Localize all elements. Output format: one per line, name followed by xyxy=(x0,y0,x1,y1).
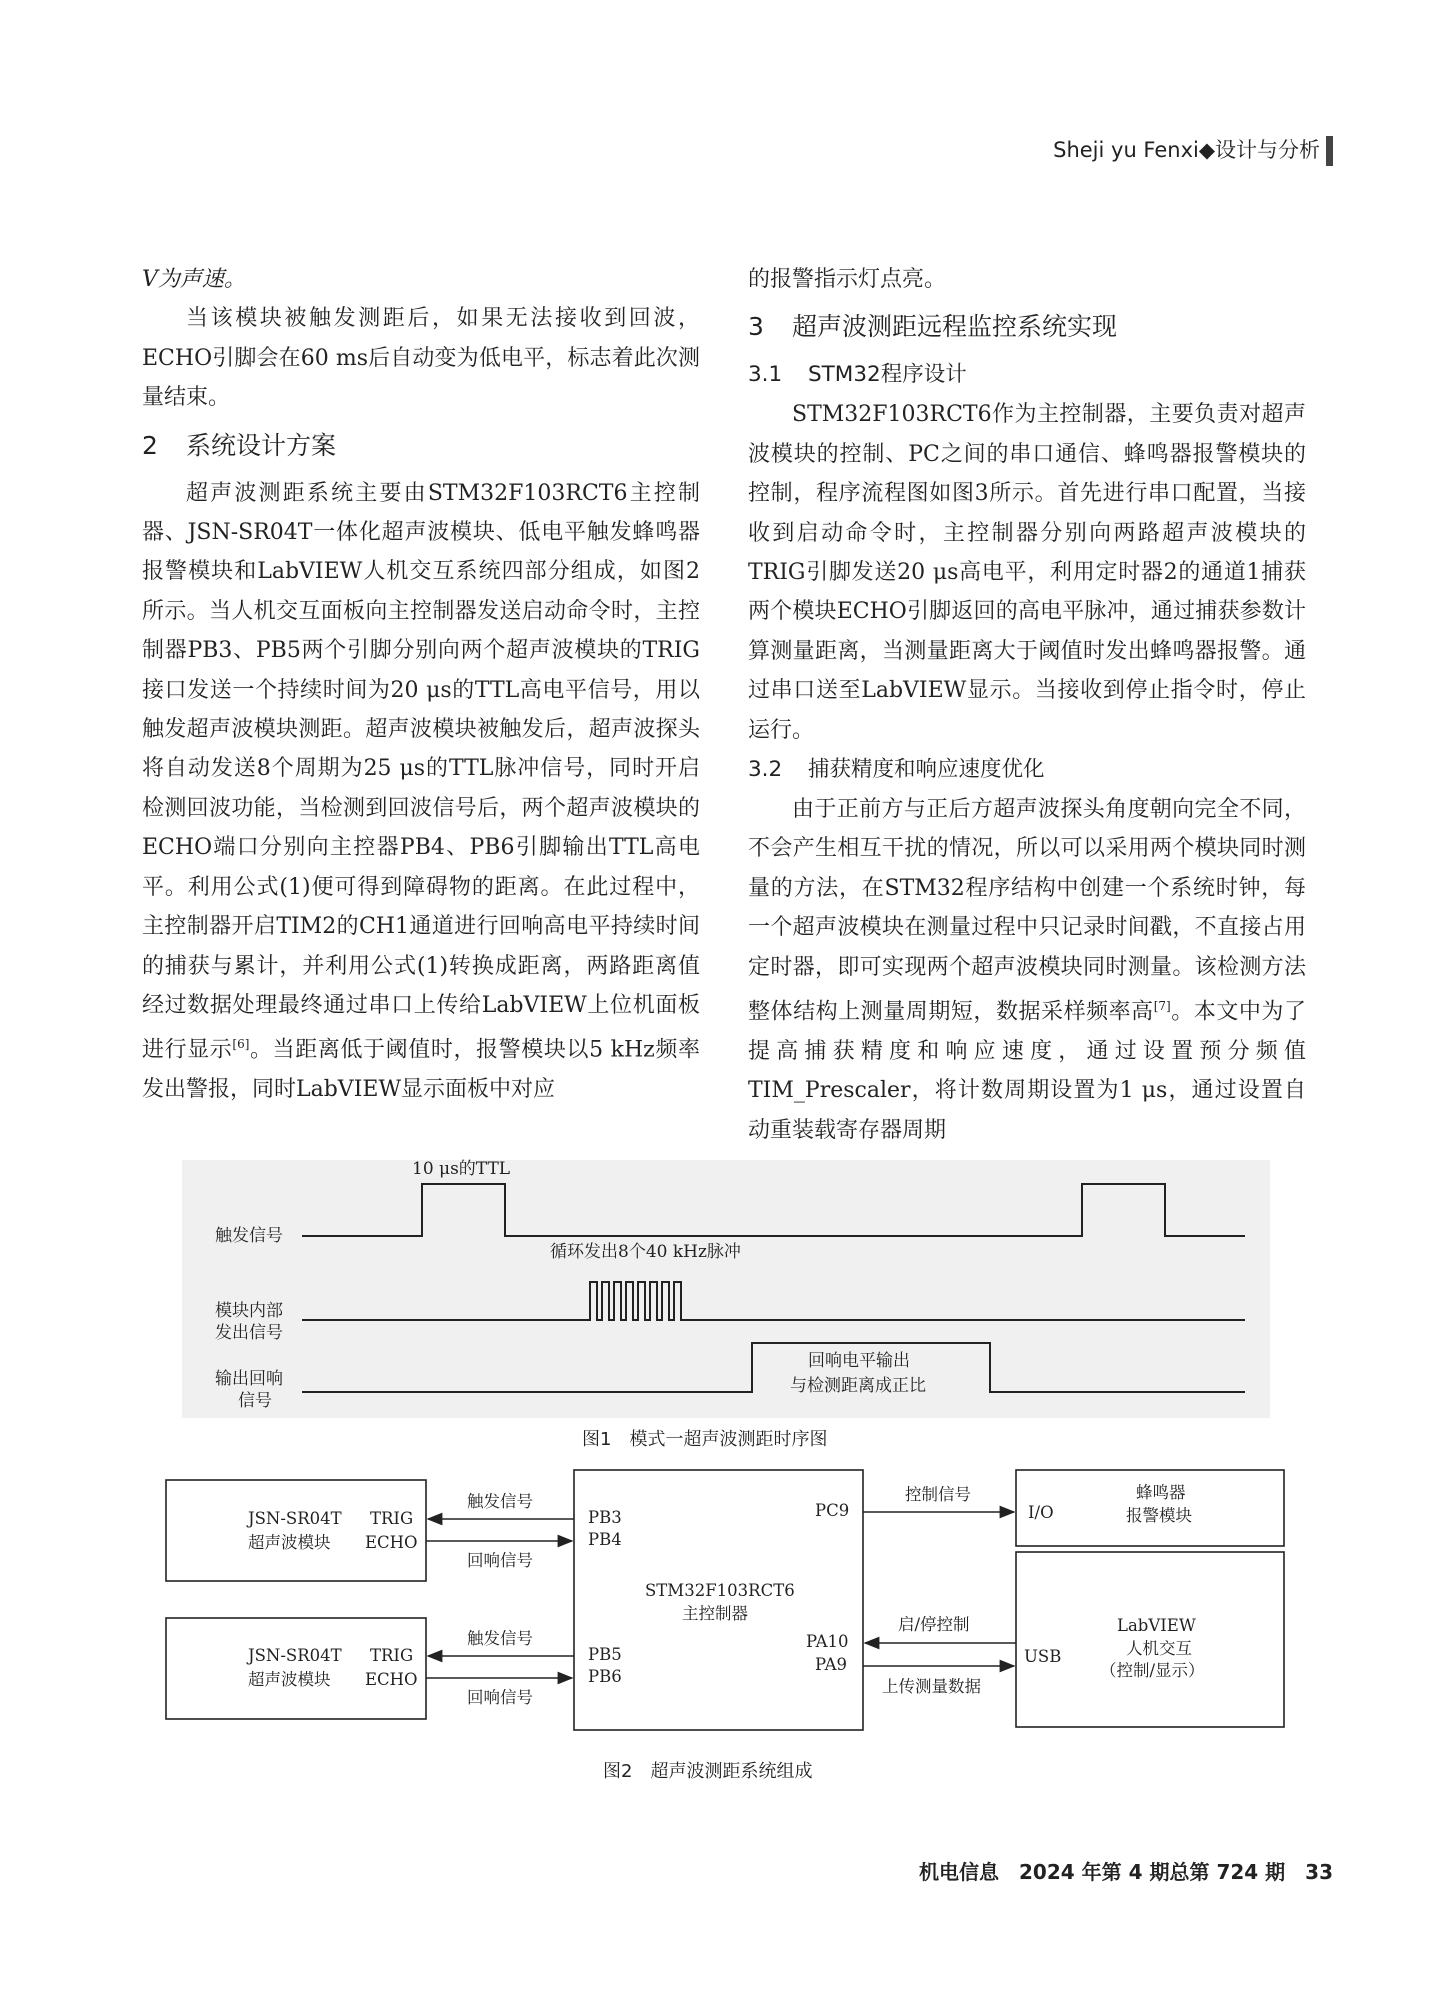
paragraph-text: 。本文中为了提高捕获精度和响应速度，通过设置预分频值TIM_Prescaler，将计数周期设置为1 μs，通过设置自动重装载寄存器周期 xyxy=(748,999,1306,1143)
paragraph-text: 超声波测距系统主要由STM32F103RCT6主控制器、JSN-SR04T一体化超声波模块、低电平触发蜂鸣器报警模块和LabVIEW人机交互系统四部分组成，如图2所示。当人机交互面板向主控制器发送启动命令时，主控制器PB3、PB5两个引脚分别向两个超声波模块的TRIG接口发送一个持续时间为20 μs的TTL高电平信号，用以触发超声波模块测距。超声波模块被触发后，超声波探头将自动发送8个周期为25 μs的TTL脉冲信号，同时开启检测回波功能，当检测到回波信号后，两个超声波模块的ECHO端口分别向主控器PB4、PB6引脚输出TTL高电平。利用公式(1)便可得到障碍物的距离。在此过程中，主控制器开启TIM2的CH1通道进行回响高电平持续时间的捕获与累计，并利用公式(1)转换成距离，两路距离值经过数据处理最终通过串口上传给LabVIEW上位机面板进行显示 xyxy=(142,480,700,1063)
figure2-caption: 图2 超声波测距系统组成 xyxy=(603,1761,813,1782)
echo-annotation: 回响电平输出 xyxy=(808,1351,910,1371)
sensor-module-sub: 超声波模块 xyxy=(248,1670,331,1689)
citation: [6] xyxy=(232,1037,250,1052)
paragraph: STM32F103RCT6作为主控制器，主要负责对超声波模块的控制、PC之间的串口通信、蜂鸣器报警模块的控制，程序流程图如图3所示。首先进行串口配置，当接收到启动命令时，主控制器分别向两路超声波模块的TRIG引脚发送20 μs高电平，利用定时器2的通道1捕获两个模块ECHO引脚返回的高电平脉冲，通过捕获参数计算测量距离，当测量距离大于阈值时发出蜂鸣器报警。通过串口送至LabVIEW显示。当接收到停止指令时，停止运行。 xyxy=(748,402,1306,743)
trigger-signal-label: 触发信号 xyxy=(467,1492,533,1511)
upload-label: 上传测量数据 xyxy=(882,1677,981,1696)
paragraph-text: 。当距离低于阈值时，报警模块以5 kHz频率发出警报，同时LabVIEW显示面板中对应 xyxy=(142,1037,700,1103)
pin-pb6: PB6 xyxy=(588,1667,622,1686)
burst-annotation: 循环发出8个40 kHz脉冲 xyxy=(550,1242,741,1262)
pin-pb3: PB3 xyxy=(588,1508,622,1527)
control-signal-label: 控制信号 xyxy=(905,1485,971,1504)
section-title: 系统设计方案 xyxy=(186,430,337,460)
buzzer-label: 报警模块 xyxy=(1126,1506,1192,1525)
figure1-caption: 图1 模式一超声波测距时序图 xyxy=(582,1429,828,1450)
sensor-module-name: JSN-SR04T xyxy=(248,1509,342,1528)
ttl-annotation: 10 μs的TTL xyxy=(412,1159,511,1179)
section-title: 超声波测距远程监控系统实现 xyxy=(792,312,1118,342)
pin-pa10: PA10 xyxy=(806,1632,849,1651)
echo-signal-label: 输出回响 xyxy=(215,1369,283,1389)
pin-pb4: PB4 xyxy=(588,1530,622,1549)
trigger-signal-label: 触发信号 xyxy=(215,1226,283,1246)
mcu-sub: 主控制器 xyxy=(682,1604,748,1623)
io-port-label: I/O xyxy=(1028,1503,1054,1522)
trigger-signal-label: 触发信号 xyxy=(467,1629,533,1648)
echo-signal-label: 回响信号 xyxy=(467,1688,533,1707)
sensor-module-sub: 超声波模块 xyxy=(248,1533,331,1552)
buzzer-label: 蜂鸣器 xyxy=(1136,1483,1186,1502)
echo-annotation: 与检测距离成正比 xyxy=(790,1376,926,1396)
paragraph-text: V为声速。 xyxy=(142,267,246,292)
citation: [7] xyxy=(1153,999,1171,1014)
echo-pin-label: ECHO xyxy=(365,1533,418,1552)
labview-label: 人机交互 xyxy=(1126,1639,1192,1658)
sensor-module-name: JSN-SR04T xyxy=(248,1646,342,1665)
paragraph-text: 由于正前方与正后方超声波探头角度朝向完全不同，不会产生相互干扰的情况，所以可以采用两个模块同时测量的方法，在STM32程序结构中创建一个系统时钟，每一个超声波模块在测量过程中只记录时间戳，不直接占用定时器，即可实现两个超声波模块同时测量。该检测方法整体结构上测量周期短，数据采样频率高 xyxy=(748,797,1306,1025)
internal-signal-label: 模块内部 xyxy=(215,1301,283,1321)
mcu-name: STM32F103RCT6 xyxy=(645,1581,795,1600)
sensor-module-1-box xyxy=(166,1480,426,1581)
subsection-title: STM32程序设计 xyxy=(808,362,967,388)
echo-pin-label: ECHO xyxy=(365,1670,418,1689)
start-stop-label: 启/停控制 xyxy=(898,1615,970,1634)
subsection-number: 3.2 xyxy=(748,757,783,783)
echo-signal-label: 信号 xyxy=(238,1391,272,1411)
pin-pb5: PB5 xyxy=(588,1645,622,1664)
labview-label: （控制/显示） xyxy=(1100,1661,1205,1680)
pin-pc9: PC9 xyxy=(815,1501,850,1520)
pin-pa9: PA9 xyxy=(815,1655,848,1674)
trig-pin-label: TRIG xyxy=(370,1509,414,1528)
subsection-title: 捕获精度和响应速度优化 xyxy=(808,757,1045,783)
echo-signal-label: 回响信号 xyxy=(467,1551,533,1570)
section-number: 2 xyxy=(142,430,158,460)
section-number: 3 xyxy=(748,312,764,342)
trig-pin-label: TRIG xyxy=(370,1646,414,1665)
paragraph: 的报警指示灯点亮。 xyxy=(748,267,947,292)
subsection-number: 3.1 xyxy=(748,362,783,388)
internal-signal-label: 发出信号 xyxy=(215,1323,283,1343)
usb-port-label: USB xyxy=(1024,1647,1062,1666)
running-header-text: Sheji yu Fenxi◆设计与分析 xyxy=(1053,138,1320,162)
labview-label: LabVIEW xyxy=(1117,1616,1196,1635)
sensor-module-2-box xyxy=(166,1618,426,1719)
page-footer: 机电信息 2024 年第 4 期总第 724 期 33 xyxy=(919,1860,1333,1884)
paragraph: 当该模块被触发测距后，如果无法接收到回波，ECHO引脚会在60 ms后自动变为低电平，标志着此次测量结束。 xyxy=(142,306,700,411)
